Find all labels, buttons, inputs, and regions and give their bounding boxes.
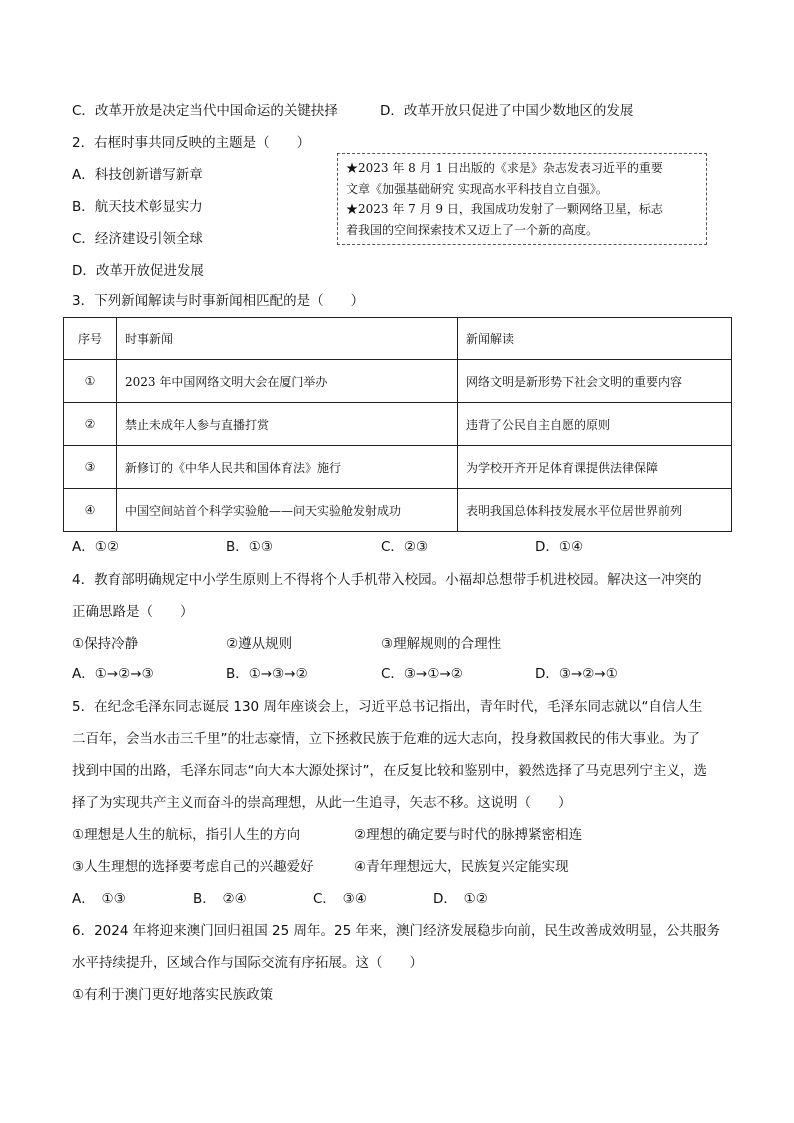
q5-option-b: B． ②④: [193, 891, 247, 907]
q5-item-2: ②理想的确定要与时代的脉搏紧密相连: [354, 827, 583, 843]
q5-line3: 找到中国的出路，毛泽东同志“向大本大源处探讨”，在反复比较和鉴别中，毅然选择了马克思列宁主义，选: [72, 763, 707, 779]
row-interpretation: 网络文明是新形势下社会文明的重要内容: [458, 360, 732, 403]
table-row: [64, 489, 732, 532]
header-news: 时事新闻: [117, 318, 458, 360]
row-number: ②: [64, 403, 117, 446]
q5-option-d: D． ①②: [433, 891, 488, 907]
q4-stem-line1: 4．教育部明确规定中小学生原则上不得将个人手机带入校园。小福却总想带手机进校园。解决这一冲突的: [72, 572, 702, 588]
q4-stem-line2: 正确思路是（ ）: [72, 604, 194, 620]
q6-item-1: ①有利于澳门更好地落实民族政策: [72, 987, 274, 1003]
row-news: 禁止未成年人参与直播打赏: [117, 403, 458, 446]
q3-option-a: A．①②: [72, 539, 119, 555]
q2-box-line: ★2023 年 8 月 1 日出版的《求是》杂志发表习近平的重要: [346, 161, 663, 175]
q5-line2: 二百年，会当水击三千里”的壮志豪情，立下拯救民族于危难的远大志向，投身救国救民的伟大事业。为了: [72, 731, 700, 747]
q6-line1: 6．2024 年将迎来澳门回归祖国 25 周年。25 年来，澳门经济发展稳步向前，民生改善成效明显，公共服务: [72, 923, 720, 939]
q2-option-c: C．经济建设引领全球: [72, 231, 203, 247]
table-row: [64, 446, 732, 489]
q4-item-2: ②遵从规则: [226, 636, 293, 652]
table-row: [64, 360, 732, 403]
q4-option-d: D．③→②→①: [535, 666, 618, 682]
row-news: 2023 年中国网络文明大会在厦门举办: [117, 360, 458, 403]
header-interpretation: 新闻解读: [458, 318, 732, 360]
q2-box-line: 着我国的空间探索技术又迈上了一个新的高度。: [346, 222, 599, 237]
q3-stem: 3．下列新闻解读与时事新闻相匹配的是（ ）: [72, 293, 365, 309]
q2-box-line: ★2023 年 7 月 9 日，我国成功发射了一颗网络卫星，标志: [346, 202, 663, 216]
q2-stem: 2．右框时事共同反映的主题是（ ）: [72, 135, 311, 151]
table-row: [64, 403, 732, 446]
q5-line1: 5．在纪念毛泽东同志诞辰 130 周年座谈会上，习近平总书记指出，青年时代，毛泽东同志就以“自信人生: [72, 699, 703, 715]
q5-option-c: C． ③④: [313, 891, 367, 907]
q2-option-a: A．科技创新谱写新章: [72, 167, 203, 183]
q6-line2: 水平持续提升，区域合作与国际交流有序拓展。这（ ）: [72, 955, 423, 971]
q5-line4: 择了为实现共产主义而奋斗的崇高理想，从此一生追寻，矢志不移。这说明（ ）: [72, 795, 572, 811]
header-number: 序号: [64, 318, 117, 360]
row-interpretation: 为学校开齐开足体育课提供法律保障: [458, 446, 732, 489]
q4-option-a: A．①→②→③: [72, 666, 154, 682]
row-interpretation: 表明我国总体科技发展水平位居世界前列: [458, 489, 732, 532]
row-number: ④: [64, 489, 117, 532]
q4-option-c: C．③→①→②: [381, 666, 463, 682]
q3-option-c: C．②③: [381, 539, 429, 555]
q5-item-3: ③人生理想的选择要考虑自己的兴趣爱好: [72, 859, 314, 875]
row-news: 中国空间站首个科学实验舱——问天实验舱发射成功: [117, 489, 458, 532]
row-number: ③: [64, 446, 117, 489]
q5-item-4: ④青年理想远大，民族复兴定能实现: [354, 859, 569, 875]
q4-item-3: ③理解规则的合理性: [381, 636, 502, 652]
row-number: ①: [64, 360, 117, 403]
q2-box-line: 文章《加强基础研究 实现高水平科技自立自强》。: [346, 181, 608, 196]
table-header-row: [64, 318, 732, 360]
q4-option-b: B．①→③→②: [226, 666, 308, 682]
q5-item-1: ①理想是人生的航标，指引人生的方向: [72, 827, 301, 843]
q5-option-a: A． ①③: [72, 891, 126, 907]
q3-news-table: [63, 317, 732, 532]
q4-item-1: ①保持冷静: [72, 636, 139, 652]
q1-option-d: D．改革开放只促进了中国少数地区的发展: [380, 103, 634, 119]
row-news: 新修订的《中华人民共和国体育法》施行: [117, 446, 458, 489]
q3-option-b: B．①③: [226, 539, 273, 555]
row-interpretation: 违背了公民自主自愿的原则: [458, 403, 732, 446]
q3-option-d: D．①④: [535, 539, 584, 555]
q1-option-c: C．改革开放是决定当代中国命运的关键抉择: [72, 103, 338, 119]
q2-option-d: D．改革开放促进发展: [72, 263, 204, 279]
q2-news-box: [337, 153, 707, 245]
q2-option-b: B．航天技术彰显实力: [72, 199, 203, 215]
